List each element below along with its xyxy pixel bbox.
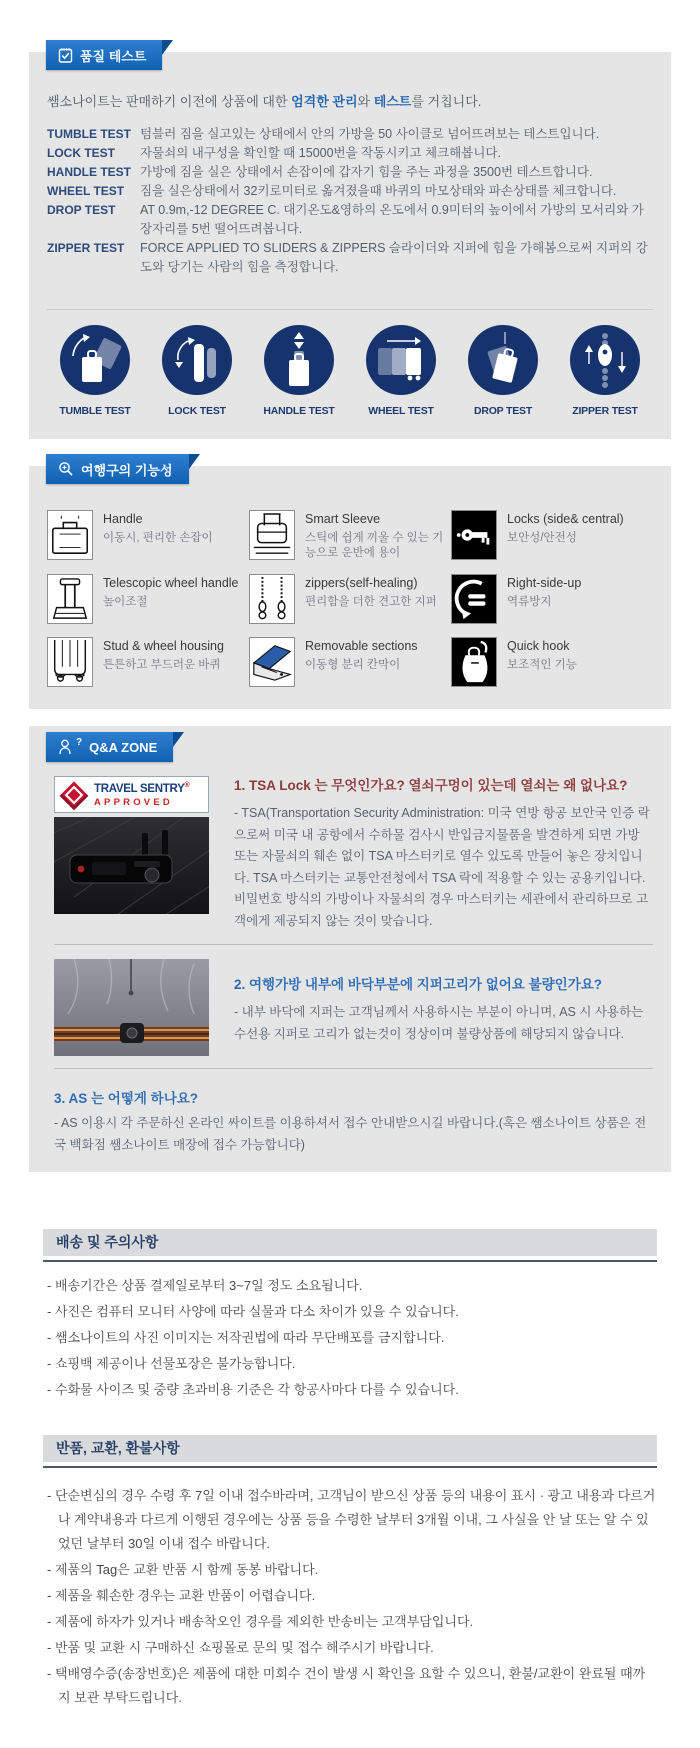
lock-test-icon <box>149 324 245 396</box>
drop-test-item: DROP TEST <box>455 324 551 417</box>
smart-sleeve-icon <box>249 510 295 560</box>
test-list <box>47 125 653 277</box>
list-item: - 쇼핑백 제공이나 선물포장은 불가능합니다. <box>47 1356 296 1371</box>
feature-smart-sleeve: Smart Sleeve 스틱에 쉽게 끼울 수 있는 기능으로 운반에 용이 <box>249 510 451 561</box>
qna-item-1 <box>54 776 653 932</box>
shipping-section-title: 배송 및 주의사항 <box>43 1229 657 1256</box>
q3-title: 3. AS 는 어떻게 하나요? <box>54 1091 199 1106</box>
feature-telescopic: Telescopic wheel handle 높이조절 <box>47 574 249 624</box>
divider <box>43 1466 657 1468</box>
removable-sections-icon <box>249 637 295 687</box>
features-badge <box>46 454 189 484</box>
q1-title: 1. TSA Lock 는 무엇인가요? 열쇠구멍이 있는데 열쇠는 왜 없나요? <box>234 778 628 793</box>
feature-removable: Removable sections 이동형 분리 칸막이 <box>249 637 451 687</box>
list-item: - 배송기간은 상품 결제일로부터 3~7일 정도 소요됩니다. <box>47 1278 363 1293</box>
q2-answer: - 내부 바닥에 지퍼는 고객님께서 사용하시는 부분이 아니며, AS 시 사용하는 수선용 지퍼로 고리가 없는것이 정상이며 불량상품에 해당되지 않습니다. <box>234 1005 644 1041</box>
feature-handle: Handle 이동시, 편리한 손잡이 <box>47 510 249 561</box>
shipping-list <box>43 1277 657 1399</box>
quality-intro: 쌤소나이트는 판매하기 이전에 상품에 대한 엄격한 관리와 테스트를 거칩니다. <box>47 94 482 109</box>
list-item: - 제품을 훼손한 경우는 교환 반품이 어렵습니다. <box>47 1588 316 1603</box>
quality-test-badge-label: 품질 테스트 <box>80 48 147 64</box>
feature-zippers: zippers(self-healing) 편리함을 더한 견고한 지퍼 <box>249 574 451 624</box>
list-item: - 단순변심의 경우 수령 후 7일 이내 접수바라며, 고객님이 받으신 상품 등의 내용이 표시 · 광고 내용과 다르거나 계약내용과 다르게 이행된 경우에는 상품 등을 수령한 날부터 3개월 이내, 그 사실을 안 날 또는 알 수 있었던 날부터 30일 이내 접수 바랍니다. <box>47 1488 656 1551</box>
divider <box>47 309 653 310</box>
features-grid <box>47 510 653 687</box>
feature-locks: Locks (side& central) 보안성/안전성 <box>451 510 653 561</box>
feature-quick-hook: Quick hook 보조적인 기능 <box>451 637 653 687</box>
returns-section <box>43 1435 657 1710</box>
test-icons-row <box>47 324 653 417</box>
quality-test-section <box>29 48 671 439</box>
test-row: TUMBLE TEST 텀블러 짐을 실고있는 상태에서 안의 가방을 50 사이클로 넘어뜨려보는 테스트입니다. <box>47 127 600 141</box>
zipper-test-icon <box>557 324 653 396</box>
qna-item-2 <box>54 959 653 1056</box>
handle-icon <box>47 510 93 560</box>
tumble-test-item: TUMBLE TEST <box>47 324 143 417</box>
quick-hook-icon <box>451 637 497 687</box>
q2-title: 2. 여행가방 내부에 바닥부분에 지퍼고리가 없어요 불량인가요? <box>234 977 603 992</box>
qna-badge-label: Q&A ZONE <box>89 739 158 755</box>
lock-test-item: LOCK TEST <box>149 324 245 417</box>
person-question-icon <box>58 738 75 756</box>
list-item: - 쌤소나이트의 사진 이미지는 저작권법에 따라 무단배포를 금지합니다. <box>47 1330 445 1345</box>
wheel-test-item: WHEEL TEST <box>353 324 449 417</box>
handle-test-item: HANDLE TEST <box>251 324 347 417</box>
qna-item-3 <box>54 1089 653 1156</box>
qna-section <box>29 726 671 1172</box>
features-badge-label: 여행구의 기능성 <box>81 462 173 478</box>
list-item: - 수화물 사이즈 및 중량 초과비용 기준은 각 항공사마다 다를 수 있습니다. <box>47 1382 459 1397</box>
interior-fabric-photo <box>54 959 209 1056</box>
test-row: WHEEL TEST 짐을 실은상태에서 32키로미터로 옮겨졌을때 바퀴의 마모상태와 파손상태를 체크합니다. <box>47 184 617 198</box>
list-item: - 반품 및 교환 시 구매하신 쇼핑몰로 문의 및 접수 해주시기 바랍니다. <box>47 1640 434 1655</box>
qna-badge-qmark: ? <box>76 736 83 748</box>
list-item: - 제품의 Tag은 교환 반품 시 함께 동봉 바랍니다. <box>47 1562 319 1577</box>
drop-test-icon <box>455 324 551 396</box>
handle-test-icon <box>251 324 347 396</box>
test-row: ZIPPER TEST FORCE APPLIED TO SLIDERS & ZIPPERS 슬라이더와 지퍼에 힘을 가해봄으로써 지퍼의 강도와 당기는 사람의 힘을 측정합니다. <box>47 241 648 274</box>
shipping-section <box>43 1229 657 1399</box>
divider <box>43 1260 657 1262</box>
feature-right-side-up: Right-side-up 역류방지 <box>451 574 653 624</box>
wheel-test-icon <box>353 324 449 396</box>
right-side-up-icon <box>451 574 497 624</box>
list-item: - 제품에 하자가 있거나 배송착오인 경우를 제외한 반송비는 고객부담입니다. <box>47 1614 474 1629</box>
divider <box>54 944 653 945</box>
test-row: LOCK TEST 자물쇠의 내구성을 확인할 때 15000번을 작동시키고 체크해봅니다. <box>47 146 501 160</box>
zipper-test-item: ZIPPER TEST <box>557 324 653 417</box>
zippers-icon <box>249 574 295 624</box>
magnifier-plus-icon <box>58 461 74 477</box>
locks-icon <box>451 510 497 560</box>
list-item: - 사진은 컴퓨터 모니터 사양에 따라 실물과 다소 차이가 있을 수 있습니다. <box>47 1304 459 1319</box>
tsa-lock-photo <box>54 817 209 914</box>
returns-section-title: 반품, 교환, 환불사항 <box>43 1435 657 1462</box>
travel-sentry-diamond-icon <box>57 779 91 811</box>
list-item: - 택배영수증(송장번호)은 제품에 대한 미회수 건이 발생 시 확인을 요할 수 있으니, 환불/교환이 완료될 때까지 보관 부탁드립니다. <box>47 1666 646 1705</box>
telescopic-handle-icon <box>47 574 93 624</box>
stud-wheel-icon <box>47 637 93 687</box>
qna-badge <box>46 732 173 762</box>
test-row: HANDLE TEST 가방에 짐을 실은 상태에서 손잡이에 갑자기 힘을 주는 과정을 3500번 테스트합니다. <box>47 165 593 179</box>
quality-test-badge <box>46 40 162 70</box>
clipboard-check-icon <box>58 47 73 63</box>
divider <box>54 1068 653 1069</box>
test-row: DROP TEST AT 0.9m,-12 DEGREE C. 대기온도&영하의 온도에서 0.9미터의 높이에서 가방의 모서리와 가장자리를 5번 떨어뜨려봅니다. <box>47 203 644 236</box>
returns-list <box>43 1484 657 1710</box>
travel-sentry-logo: TRAVEL SENTRY® APPROVED <box>54 776 209 813</box>
q3-answer: - AS 이용시 각 주문하신 온라인 싸이트를 이용하셔서 접수 안내받으시길 바랍니다.(혹은 쌤소나이트 상품은 전국 백화점 쌤소나이트 매장에 접수 가능합니다) <box>54 1116 647 1152</box>
product-detail-page <box>0 48 700 1748</box>
q1-answer: - TSA(Transportation Security Administration: 미국 연방 항공 보안국 인증 락으로써 미국 내 공항에서 수하물 검사시 반입금지물품을 발견하게 되면 가방 또는 자물쇠의 훼손 없이 TSA 마스터키로 열수 있도록 만들어 놓은 장치입니다. TSA 마스터키는 교통안전청에서 TSA 락에 적용할 수 있는 공용키입니다. 비밀번호 방식의 가방이나 자물쇠의 경우 마스터키는 세관에서 관리하므로 고객에게 제공되지 않는 것이 맞습니다. <box>234 806 650 928</box>
features-section <box>29 462 671 709</box>
tumble-test-icon <box>47 324 143 396</box>
feature-stud-wheel: Stud & wheel housing 튼튼하고 부드러운 바퀴 <box>47 637 249 687</box>
